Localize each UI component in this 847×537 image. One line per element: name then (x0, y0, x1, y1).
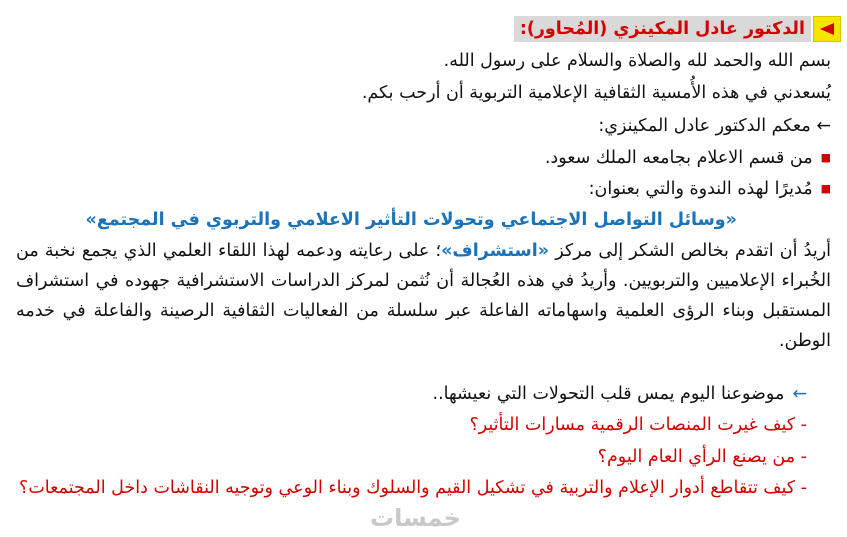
bullet-item (589, 176, 831, 204)
opening-line-3 (598, 113, 831, 139)
left-arrow-icon: ← (792, 384, 807, 404)
thanks-paragraph (16, 236, 831, 356)
left-arrow-icon: ← (816, 116, 831, 136)
topic-intro (433, 381, 807, 407)
pointer-arrow-icon (813, 16, 841, 42)
opening-line-3-text: معكم الدكتور عادل المكينزي: (598, 116, 811, 136)
paragraph-part-1: أريدُ أن اتقدم بخالص الشكر إلى مركز (549, 241, 832, 261)
center-name: «استشراف» (441, 241, 550, 261)
opening-line-1: بسم الله والحمد لله والصلاة والسلام على رسول الله. (443, 51, 831, 71)
opening-line-2: يُسعدني في هذه الأُمسية الثقافية الإعلامية التربوية أن أرحب بكم. (361, 83, 831, 103)
bullet-text: مُديرًا لهذه الندوة والتي بعنوان: (588, 179, 813, 199)
paragraph-part-2: ؛ على رعايته ودعمه لهذا اللقاء العلمي الذي يجمع نخبة من الخُبراء الإعلاميين والتربويين. وأريدُ في هذه العُجالة أن نُثمن لمركز الدراسات الاستشرافية جهوده في استشراف المستقبل وبناء الرؤى العلمية واسهاماته الفاعلة عبر سلسلة من الفعاليات الثقافية الرصينة والفاعلة في خدمه الوطن. (16, 241, 831, 351)
speaker-title: الدكتور عادل المكينزي (المُحاور): (514, 16, 811, 42)
bullet-text: من قسم الاعلام بجامعه الملك سعود. (544, 148, 813, 168)
question-item: - من يصنع الرأي العام اليوم؟ (597, 447, 807, 467)
bullet-item (545, 145, 831, 173)
speaker-heading (514, 16, 841, 42)
question-item: - كيف تتقاطع أدوار الإعلام والتربية في تشكيل القيم والسلوك وبناء الوعي وتوجيه النقاشات داخل المجتمعات؟ (19, 478, 807, 498)
question-item: - كيف غيرت المنصات الرقمية مسارات التأثير؟ (469, 415, 807, 435)
watermark-logo: خمسات (370, 504, 461, 532)
seminar-title: «وسائل التواصل الاجتماعي وتحولات التأثير الاعلامي والتربوي في المجتمع» (85, 210, 737, 230)
square-bullet-icon: ■ (820, 182, 831, 195)
topic-intro-text: موضوعنا اليوم يمس قلب التحولات التي نعيشها.. (432, 384, 785, 404)
square-bullet-icon: ■ (820, 151, 831, 164)
